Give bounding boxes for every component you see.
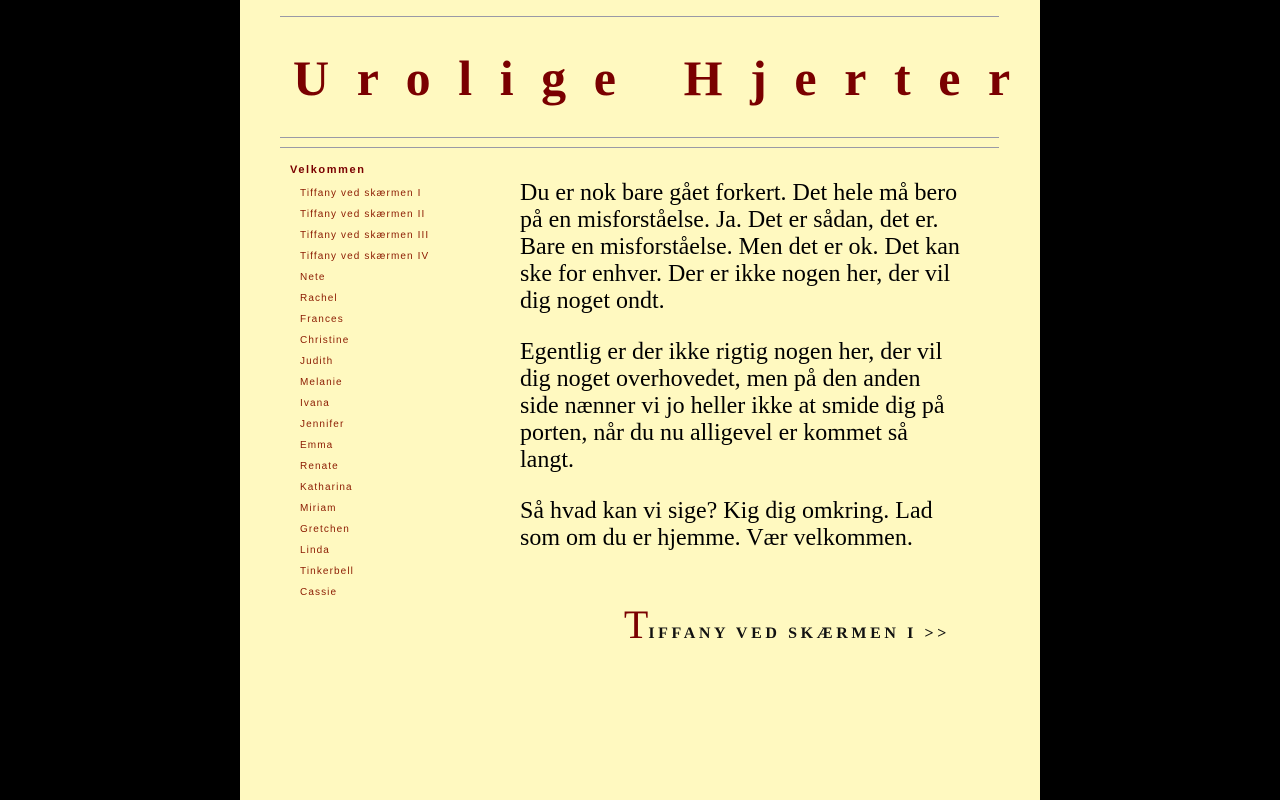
intro-paragraph: Du er nok bare gået forkert. Det hele må bero på en misforståelse. Ja. Det er sådan, det er. Bare en misforståelse. Men det er ok. Det kan ske for enhver. Der er ikke nogen her, der vil dig noget ondt. [520, 180, 960, 314]
nav-link-nete[interactable]: Nete [300, 272, 326, 283]
nav-link-tinkerbell[interactable]: Tinkerbell [300, 566, 354, 577]
nav-link-judith[interactable]: Judith [300, 356, 334, 367]
nav-link-tiffany-1[interactable]: Tiffany ved skærmen I [300, 188, 422, 199]
nav-item [290, 391, 490, 412]
nav-item [290, 223, 490, 244]
nav-item [290, 433, 490, 454]
closing-paragraph: Så hvad kan vi sige? Kig dig omkring. Lad som om du er hjemme. Vær velkommen. [520, 498, 933, 551]
header-divider-lower [280, 147, 999, 148]
nav-item [290, 559, 490, 580]
nav-link-cassie[interactable]: Cassie [300, 587, 338, 598]
nav-link-velkommen[interactable]: Velkommen [290, 164, 366, 176]
nav-item [290, 370, 490, 391]
nav-item [290, 454, 490, 475]
nav-item [290, 202, 490, 223]
nav-link-melanie[interactable]: Melanie [300, 377, 343, 388]
nav-link-linda[interactable]: Linda [300, 545, 330, 556]
nav-item [290, 286, 490, 307]
nav-link-ivana[interactable]: Ivana [300, 398, 330, 409]
next-page-link[interactable] [624, 602, 950, 648]
main-content [520, 180, 960, 576]
next-link-label: IFFANY VED SKÆRMEN I >> [648, 625, 950, 642]
nav-item [290, 265, 490, 286]
nav-item [290, 580, 490, 601]
nav-item [290, 412, 490, 433]
page-container [240, 0, 1040, 800]
nav-link-jennifer[interactable]: Jennifer [300, 419, 345, 430]
site-title: Urolige Hjerter [293, 50, 1038, 106]
nav-link-rachel[interactable]: Rachel [300, 293, 338, 304]
nav-link-renate[interactable]: Renate [300, 461, 339, 472]
nav-item [290, 538, 490, 559]
nav-link-miriam[interactable]: Miriam [300, 503, 337, 514]
header-divider-upper [280, 137, 999, 138]
nav-link-katharina[interactable]: Katharina [300, 482, 353, 493]
nav-item [290, 181, 490, 202]
nav-item [290, 244, 490, 265]
nav-item [290, 475, 490, 496]
top-divider [280, 16, 999, 17]
nav-item [290, 349, 490, 370]
nav-link-tiffany-4[interactable]: Tiffany ved skærmen IV [300, 251, 430, 262]
nav-item [290, 496, 490, 517]
nav-item [290, 307, 490, 328]
nav-item [290, 517, 490, 538]
nav-link-christine[interactable]: Christine [300, 335, 350, 346]
nav-link-emma[interactable]: Emma [300, 440, 334, 451]
nav-link-gretchen[interactable]: Gretchen [300, 524, 350, 535]
nav-item [290, 328, 490, 349]
nav-link-frances[interactable]: Frances [300, 314, 344, 325]
body-paragraph: Egentlig er der ikke rigtig nogen her, der vil dig noget overhovedet, men på den anden side nænner vi jo heller ikke at smide dig på porten, når du nu alligevel er kommet så langt. [520, 339, 945, 473]
sidebar-nav [290, 160, 490, 601]
nav-list [290, 181, 490, 601]
next-link-initial: T [623, 602, 649, 647]
nav-link-tiffany-3[interactable]: Tiffany ved skærmen III [300, 230, 430, 241]
nav-link-tiffany-2[interactable]: Tiffany ved skærmen II [300, 209, 426, 220]
